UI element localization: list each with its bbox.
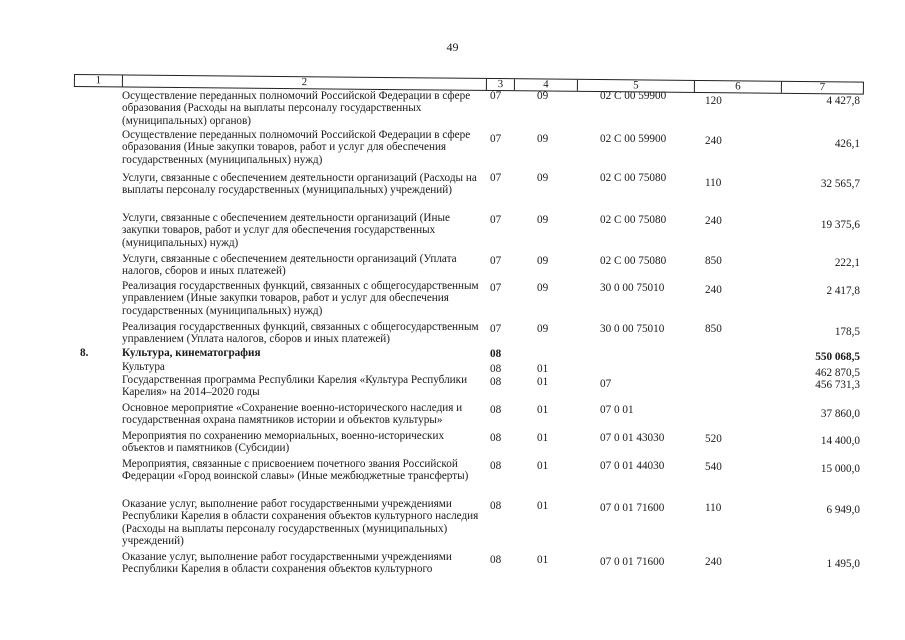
row-prz: 09 <box>537 282 549 294</box>
row-rz: 07 <box>490 255 502 267</box>
row-csr: 07 0 01 71600 <box>600 502 665 514</box>
row-csr: 07 0 01 71600 <box>600 556 665 568</box>
row-rz: 07 <box>490 214 502 226</box>
row-rz: 07 <box>490 323 502 335</box>
header-col-6: 6 <box>695 81 782 93</box>
row-rz: 08 <box>490 404 502 416</box>
header-col-3: 3 <box>487 79 515 90</box>
row-sum: 32 565,7 <box>820 178 860 190</box>
row-rz: 08 <box>490 500 502 512</box>
row-name: Оказание услуг, выполнение работ государственными учреждениями Республики Карелия в области сохранения объектов культурного <box>122 551 452 576</box>
row-name: Культура, кинематография <box>122 347 261 359</box>
header-col-2: 2 <box>123 75 487 89</box>
row-sum: 2 417,8 <box>826 285 860 297</box>
row-vr: 540 <box>705 461 722 473</box>
row-rz: 08 <box>490 348 502 360</box>
row-prz: 01 <box>537 404 549 416</box>
row-name: Реализация государственных функций, связанных с общегосударственным управлением (Уплата налогов, сборов и иных платежей) <box>122 321 479 346</box>
header-col-4: 4 <box>515 79 578 91</box>
header-col-7: 7 <box>819 81 826 94</box>
row-vr: 110 <box>705 177 722 189</box>
row-name: Услуги, связанные с обеспечением деятельности организаций (Расходы на выплаты персоналу государственных (муниципальных) учреждений) <box>122 172 477 197</box>
row-sum: 462 870,5 <box>815 367 860 379</box>
row-sum: 14 400,0 <box>820 435 860 447</box>
row-name: Мероприятия, связанные с присвоением почетного звания Российской Федерации «Город воинской славы» (Иные межбюджетные трансферты) <box>122 458 469 483</box>
row-prz: 09 <box>537 214 549 226</box>
row-name: Осуществление переданных полномочий Российской Федерации в сфере образования (Расходы на выплаты персоналу государственных (муниципальных) органов) <box>122 90 471 127</box>
row-sum: 15 000,0 <box>820 463 860 475</box>
row-sum: 456 731,3 <box>815 379 860 391</box>
row-name: Реализация государственных функций, связанных с общегосударственным управлением (Иные закупки товаров, работ и услуг для обеспечения государственных (муниципальных) нужд) <box>122 280 479 317</box>
row-csr: 02 С 00 59900 <box>600 133 667 145</box>
row-name: Услуги, связанные с обеспечением деятельности организаций (Иные закупки товаров, работ и услуг для обеспечения государственных (муниципальных) нужд) <box>122 212 450 249</box>
row-rz: 08 <box>490 376 502 388</box>
row-prz: 01 <box>537 432 549 444</box>
row-sum: 426,1 <box>834 138 860 150</box>
row-rz: 08 <box>490 432 502 444</box>
row-prz: 01 <box>537 554 549 566</box>
row-vr: 120 <box>705 95 722 107</box>
row-rz: 07 <box>490 172 502 184</box>
row-sum: 178,5 <box>834 326 860 338</box>
row-csr: 07 0 01 44030 <box>600 460 665 472</box>
row-vr: 850 <box>705 323 722 335</box>
row-prz: 09 <box>537 90 549 102</box>
row-vr: 850 <box>705 255 722 267</box>
row-prz: 09 <box>537 323 549 335</box>
row-csr: 07 <box>600 378 612 390</box>
row-prz: 09 <box>537 172 549 184</box>
row-rz: 08 <box>490 363 502 375</box>
row-sum: 4 427,8 <box>826 95 860 107</box>
page-number: 49 <box>446 40 459 54</box>
row-rz: 08 <box>490 460 502 472</box>
row-csr: 02 С 00 75080 <box>600 172 667 184</box>
row-csr: 02 С 00 75080 <box>600 255 667 267</box>
row-rz: 07 <box>490 90 502 102</box>
row-csr: 07 0 01 <box>600 404 634 416</box>
row-rz: 07 <box>490 282 502 294</box>
header-col-5: 5 <box>578 80 695 92</box>
row-csr: 30 0 00 75010 <box>600 282 665 294</box>
row-vr: 240 <box>705 215 722 227</box>
row-name: Культура <box>122 361 165 373</box>
row-name: Оказание услуг, выполнение работ государственными учреждениями Республики Карелия в области сохранения объектов культурного наследия (Расходы на выплаты персоналу государственных (муниципальных) учреждений) <box>122 498 479 547</box>
row-vr: 110 <box>705 502 722 514</box>
row-vr: 240 <box>705 284 722 296</box>
row-sum: 6 949,0 <box>826 504 860 516</box>
row-number: 8. <box>80 347 89 359</box>
row-prz: 01 <box>537 500 549 512</box>
row-sum: 1 495,0 <box>826 558 860 570</box>
row-name: Основное мероприятие «Сохранение военно-исторического наследия и государственная охрана памятников истории и объектов культуры» <box>122 402 463 427</box>
row-sum: 222,1 <box>834 257 860 269</box>
row-name: Государственная программа Республики Карелия «Культура Республики Карелия» на 2014–2020 годы <box>122 374 468 399</box>
row-csr: 07 0 01 43030 <box>600 432 665 444</box>
row-prz: 01 <box>537 363 549 375</box>
row-rz: 07 <box>490 133 502 145</box>
row-prz: 09 <box>537 255 549 267</box>
row-prz: 01 <box>537 460 549 472</box>
header-col-1: 1 <box>75 75 123 86</box>
row-sum: 550 068,5 <box>815 351 860 363</box>
row-name: Услуги, связанные с обеспечением деятельности организаций (Уплата налогов, сборов и иных платежей) <box>122 253 457 278</box>
row-vr: 240 <box>705 135 722 147</box>
row-name: Осуществление переданных полномочий Российской Федерации в сфере образования (Иные закупки товаров, работ и услуг для обеспечения государственных (муниципальных) нужд) <box>122 129 471 166</box>
row-rz: 08 <box>490 554 502 566</box>
row-sum: 19 375,6 <box>820 219 860 231</box>
row-vr: 240 <box>705 556 722 568</box>
row-csr: 02 С 00 59900 <box>600 90 667 102</box>
row-csr: 02 С 00 75080 <box>600 214 667 226</box>
row-prz: 01 <box>537 376 549 388</box>
row-sum: 37 860,0 <box>820 408 860 420</box>
row-csr: 30 0 00 75010 <box>600 323 665 335</box>
row-prz: 09 <box>537 133 549 145</box>
row-name: Мероприятия по сохранению мемориальных, военно-исторических объектов и памятников (Субсидии) <box>122 430 445 455</box>
row-vr: 520 <box>705 433 722 445</box>
